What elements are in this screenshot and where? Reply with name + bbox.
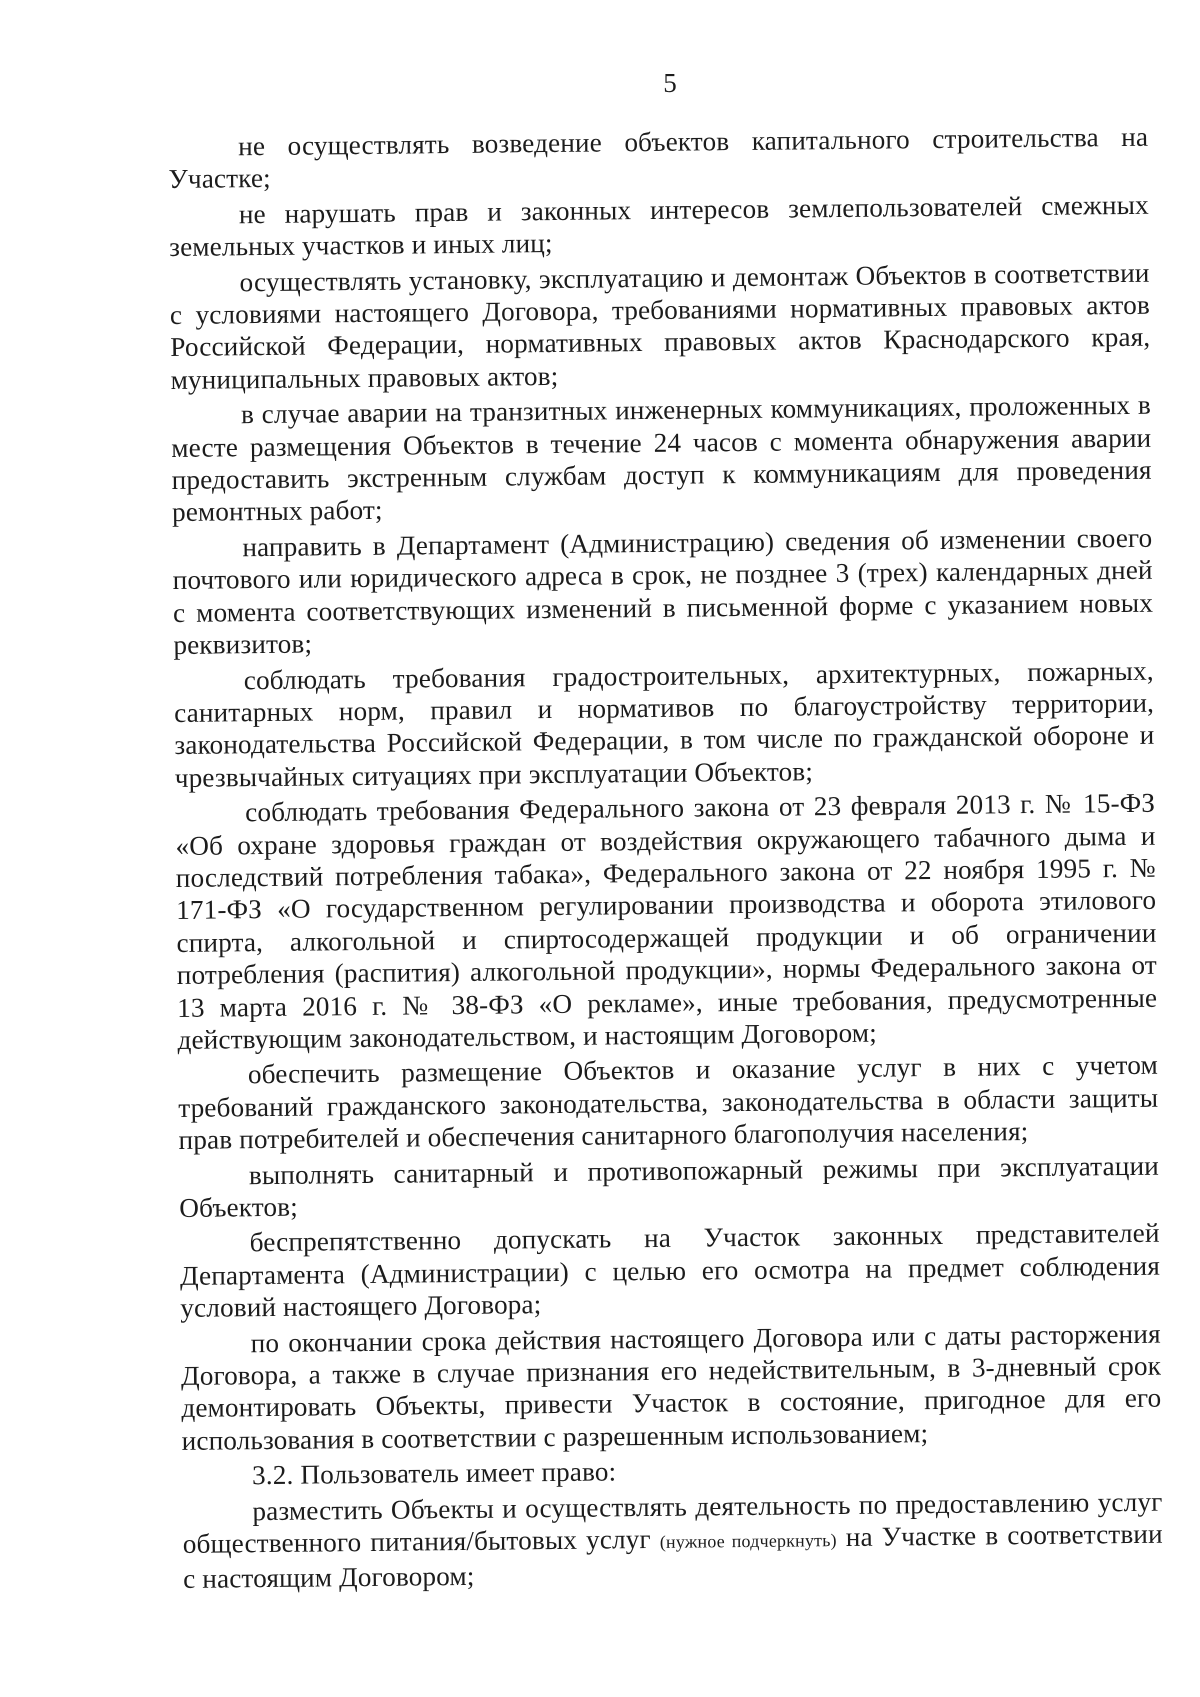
paragraph: осуществлять установку, эксплуатацию и демонтаж Объектов в соответствии с условиями настоящего Договора, требованиями нормативных правовых актов Российской Федерации, нормативных правовых актов Краснодарского края, муниципальных правовых актов;	[169, 257, 1151, 395]
paragraph: беспрепятственно допускать на Участок законных представителей Департамента (Администрации) с целью его осмотра на предмет соблюдения условий настоящего Договора;	[179, 1218, 1161, 1324]
paragraph: не нарушать прав и законных интересов землепользователей смежных земельных участков и иных лиц;	[169, 189, 1149, 263]
paragraph: соблюдать требования градостроительных, архитектурных, пожарных, санитарных норм, правил и нормативов по благоустройству территории, законодательства Российской Федерации, в том числе по гражданской обороне и чрезвычайных ситуациях при эксплуатации Объектов;	[173, 655, 1155, 793]
paragraph: соблюдать требования Федерального закона от 23 февраля 2013 г. № 15-ФЗ «Об охране здоровья граждан от воздействия окружающего табачного дыма и последствий потребления табака», Федерального закона от 22 ноября 1995 г. № 171-ФЗ «О государственном регулировании производства и оборота этилового спирта, алкогольной и спиртосодержащей продукции и об ограничении потребления (распития) алкогольной продукции», нормы Федерального закона от 13 марта 2016 г. № 38-ФЗ «О рекламе», иные требования, предусмотренные действующим законодательством, и настоящим Договором;	[175, 787, 1158, 1055]
page-number: 5	[663, 68, 677, 98]
last-paragraph-text-before: разместить Объекты и осуществлять деятельность по предоставлению услуг общественного питания/бытовых услуг	[182, 1486, 1163, 1559]
last-paragraph-text-after: на Участке в соответствии с настоящим Договором;	[183, 1518, 1163, 1595]
paragraph: направить в Департамент (Администрацию) сведения об изменении своего почтового или юридического адреса в срок, не позднее 3 (трех) календарных дней с момента соответствующих изменений в письменной форме с указанием новых реквизитов;	[172, 522, 1154, 661]
paragraph: по окончании срока действия настоящего Договора или с даты расторжения Договора, а также в случае признания его недействительным, в 3-дневный срок демонтировать Объекты, привести Участок в состояние, пригодное для его использования в соответствии с разрешенным использованием;	[180, 1318, 1162, 1456]
section-heading: 3.2. Пользователь имеет право:	[251, 1456, 617, 1491]
paragraph-last	[182, 1485, 1163, 1595]
document-body	[168, 121, 1163, 1599]
underline-instruction-note: (нужное подчеркнуть)	[659, 1530, 837, 1552]
paragraph: не осуществлять возведение объектов капитального строительства на Участке;	[168, 121, 1149, 195]
paragraph: в случае аварии на транзитных инженерных коммуникациях, проложенных в месте размещения Объектов в течение 24 часов с момента обнаружения аварии предоставить экстренным службам доступ к коммуникациям для проведения ремонтных работ;	[171, 389, 1152, 528]
paragraph: выполнять санитарный и противопожарный режимы при эксплуатации Объектов;	[179, 1150, 1160, 1223]
paragraph: обеспечить размещение Объектов и оказание услуг в них с учетом требований гражданского законодательства, законодательства в области защиты прав потребителей и обеспечения санитарного благополучия населения;	[178, 1050, 1159, 1156]
